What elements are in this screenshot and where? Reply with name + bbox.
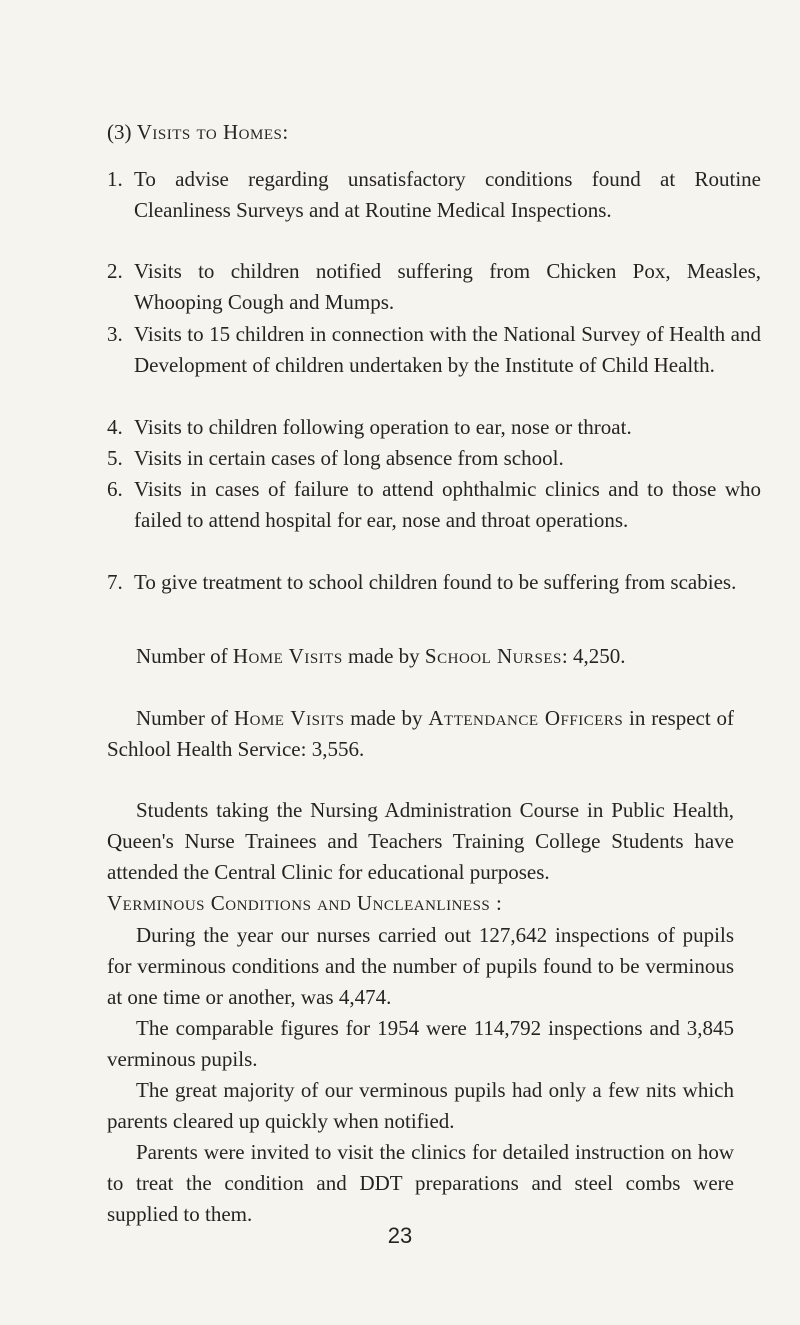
majority-paragraph: The great majority of our verminous pupils had only a few nits which parents cleared up quickly when notified.: [107, 1078, 734, 1133]
section-heading-verminous: Verminous Conditions and Uncleanliness :: [107, 891, 503, 915]
list-item: [107, 474, 761, 536]
text: Number of: [136, 706, 234, 730]
nurse-visits-paragraph: [107, 641, 734, 672]
item-text: Visits in certain cases of long absence from school.: [134, 446, 564, 470]
item-number: 6.: [107, 477, 123, 501]
item-number: 5.: [107, 446, 123, 470]
list-item: [107, 412, 761, 443]
text: : 4,250.: [561, 644, 626, 668]
inspections-paragraph: During the year our nurses carried out 127,642 inspections of pupils for verminous conditions and the number of pupils found to be verminous at one time or another, was 4,474.: [107, 923, 734, 1009]
page-number: 23: [387, 1223, 413, 1248]
item-number: 4.: [107, 415, 123, 439]
item-number: 2.: [107, 259, 123, 283]
text: in respect of Schlool Health Service: 3,556.: [107, 706, 735, 761]
comparable-figures-paragraph: The comparable figures for 1954 were 114,792 inspections and 3,845 verminous pupils.: [107, 1016, 734, 1071]
list-item: [107, 319, 761, 381]
item-text: Visits to 15 children in connection with the National Survey of Health and Development of children undertaken by the Institute of Child Health.: [134, 322, 761, 377]
text-smallcaps: Home Visits: [232, 644, 343, 668]
heading-title: Visits to Homes: [136, 120, 283, 144]
section-heading-visits-to-homes: [107, 117, 734, 148]
text-smallcaps: Attendance Officers: [428, 706, 624, 730]
list-item: [107, 164, 761, 226]
heading-colon: :: [282, 120, 289, 144]
item-text: Visits to children notified suffering from Chicken Pox, Measles, Whooping Cough and Mumps.: [134, 259, 761, 314]
text: made by: [344, 706, 429, 730]
item-text: To give treatment to school children found to be suffering from scabies.: [134, 570, 737, 594]
list-item: [107, 256, 761, 318]
text: made by: [342, 644, 425, 668]
item-text: Visits in cases of failure to attend ophthalmic clinics and to those who failed to attend hospital for ear, nose and throat operations.: [134, 477, 761, 532]
list-item: [107, 567, 761, 598]
list-item: [107, 443, 761, 474]
item-number: 1.: [107, 167, 123, 191]
item-number: 3.: [107, 322, 123, 346]
heading-number: (3): [107, 120, 137, 144]
item-number: 7.: [107, 570, 123, 594]
students-paragraph: Students taking the Nursing Administration Course in Public Health, Queen's Nurse Trainees and Teachers Training College Students have attended the Central Clinic for educational purposes.: [107, 798, 734, 884]
text-smallcaps: School Nurses: [424, 644, 562, 668]
item-text: To advise regarding unsatisfactory conditions found at Routine Cleanliness Surveys and at Routine Medical Inspections.: [134, 167, 761, 222]
text: Number of: [136, 644, 233, 668]
parents-paragraph: Parents were invited to visit the clinics for detailed instruction on how to treat the condition and DDT preparations and steel combs were supplied to them.: [107, 1140, 734, 1226]
text-smallcaps: Home Visits: [233, 706, 345, 730]
attendance-visits-paragraph: [107, 703, 734, 765]
item-text: Visits to children following operation to ear, nose or throat.: [134, 415, 632, 439]
